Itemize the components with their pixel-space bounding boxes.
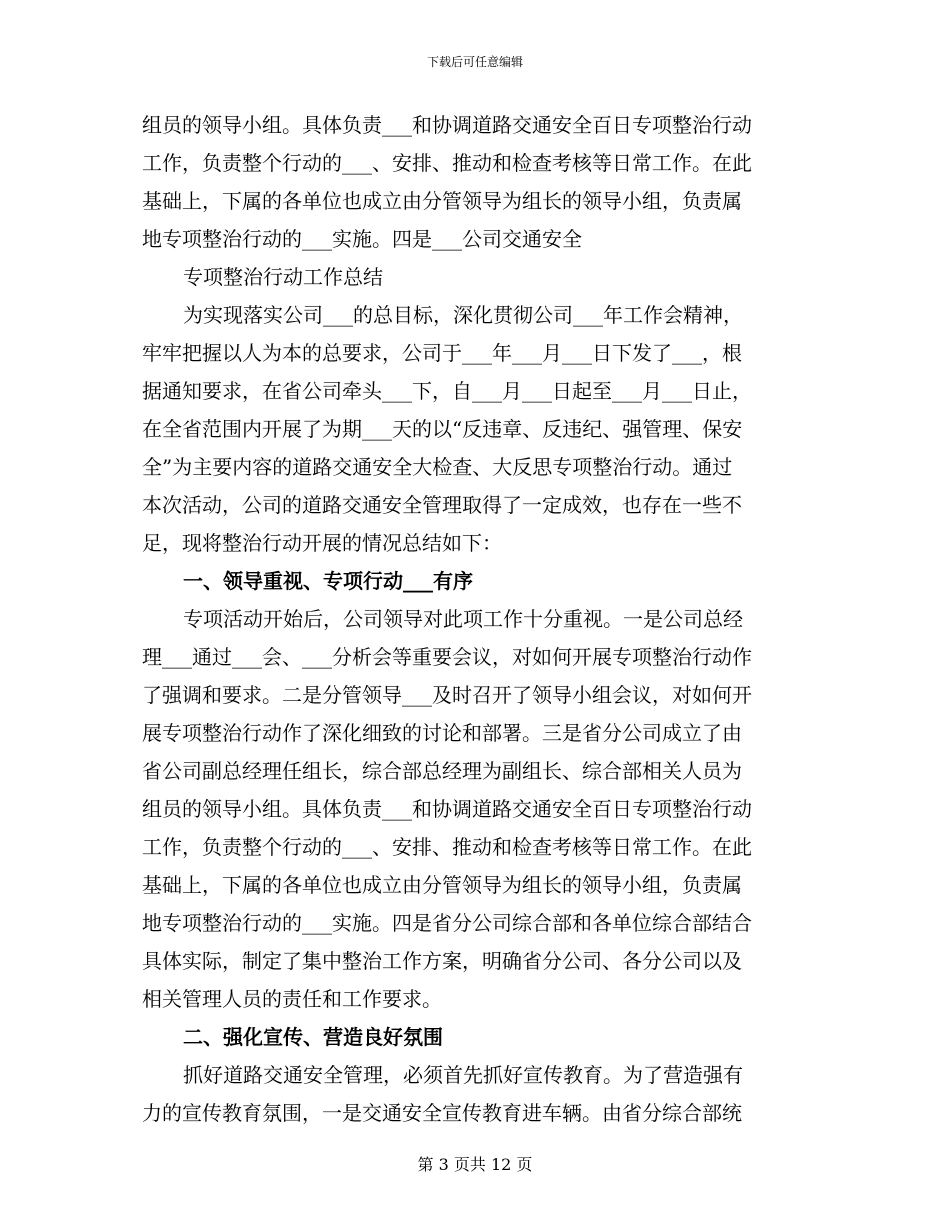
body-line: 相关管理人员的责任和工作要求。	[142, 987, 442, 1011]
body-line: 组员的领导小组。具体负责___和协调道路交通安全百日专项整治行动	[142, 113, 752, 137]
body-line: 基础上，下属的各单位也成立由分管领导为组长的领导小组，负责属	[142, 873, 742, 897]
body-line: 工作，负责整个行动的___、安排、推动和检查考核等日常工作。在此	[142, 151, 752, 175]
body-line: 基础上，下属的各单位也成立由分管领导为组长的领导小组，负责属	[142, 189, 742, 213]
document-body	[142, 106, 808, 1132]
page-number-footer: 第 3 页共 12 页	[417, 1155, 533, 1174]
body-line: 在全省范围内开展了为期___天的以“反违章、反违纪、强管理、保安	[142, 417, 743, 441]
body-line: 地专项整治行动的___实施。四是省分公司综合部和各单位综合部结合	[142, 911, 752, 935]
paragraph-start-line: 抓好道路交通安全管理，必须首先抓好宣传教育。为了营造强有	[183, 1063, 743, 1087]
body-line: 展专项整治行动作了深化细致的讨论和部署。三是省分公司成立了由	[142, 721, 742, 745]
section-title: 专项整治行动工作总结	[183, 265, 383, 289]
body-line: 省公司副总经理任组长，综合部总经理为副组长、综合部相关人员为	[142, 759, 742, 783]
body-line: 全”为主要内容的道路交通安全大检查、大反思专项整治行动。通过	[142, 455, 733, 479]
body-line: 力的宣传教育氛围，一是交通安全宣传教育进车辆。由省分综合部统	[142, 1101, 742, 1125]
body-line: 组员的领导小组。具体负责___和协调道路交通安全百日专项整治行动	[142, 797, 752, 821]
body-line: 据通知要求，在省公司牵头___下，自___月___日起至___月___日止，	[142, 379, 752, 403]
paragraph-start-line: 为实现落实公司___的总目标，深化贯彻公司___年工作会精神，	[183, 303, 743, 327]
section-heading: 一、领导重视、专项行动___有序	[183, 569, 473, 593]
paragraph-start-line: 专项活动开始后，公司领导对此项工作十分重视。一是公司总经	[183, 607, 743, 631]
body-line: 了强调和要求。二是分管领导___及时召开了领导小组会议，对如何开	[142, 683, 752, 707]
body-line: 足，现将整治行动开展的情况总结如下：	[142, 531, 502, 555]
section-heading: 二、强化宣传、营造良好氛围	[183, 1025, 443, 1049]
body-line: 牢牢把握以人为本的总要求，公司于___年___月___日下发了___，根	[142, 341, 742, 365]
body-line: 理___通过___会、___分析会等重要会议，对如何开展专项整治行动作	[142, 645, 752, 669]
body-line: 地专项整治行动的___实施。四是___公司交通安全	[142, 227, 582, 251]
body-line: 具体实际，制定了集中整治工作方案，明确省分公司、各分公司以及	[142, 949, 742, 973]
body-line: 工作，负责整个行动的___、安排、推动和检查考核等日常工作。在此	[142, 835, 752, 859]
page-header: 下载后可任意编辑	[426, 55, 523, 69]
body-line: 本次活动，公司的道路交通安全管理取得了一定成效，也存在一些不	[142, 493, 742, 517]
